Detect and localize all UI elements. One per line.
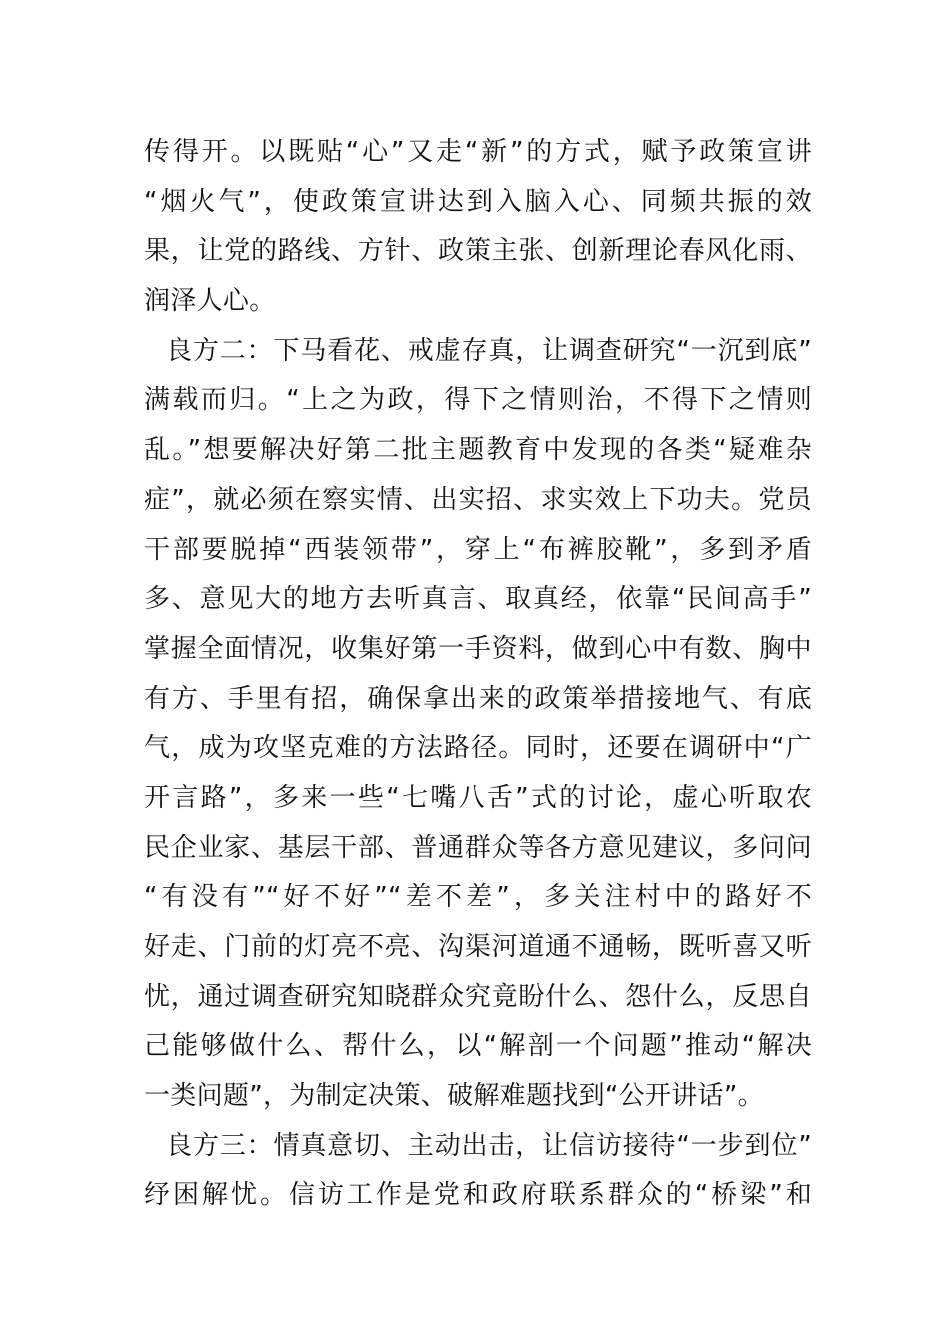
text-line: 己能够做什么、帮什么，以“解剖一个问题”推动“解决: [144, 1031, 812, 1062]
text-line: 民企业家、基层干部、普通群众等各方意见建议，多问问: [144, 832, 812, 863]
text-line: 气，成为攻坚克难的方法路径。同时，还要在调研中“广: [144, 733, 812, 764]
text-line: 掌握全面情况，收集好第一手资料，做到心中有数、胸中: [144, 633, 812, 664]
text-line: 有方、手里有招，确保拿出来的政策举措接地气、有底: [144, 683, 812, 714]
text-line: 症”，就必须在察实情、出实招、求实效上下功夫。党员: [144, 484, 812, 515]
text-line: 满载而归。“上之为政，得下之情则治，不得下之情则: [144, 385, 812, 416]
text-line: 润泽人心。: [144, 286, 276, 317]
text-line: 干部要脱掉“西装领带”，穿上“布裤胶靴”，多到矛盾: [144, 534, 812, 565]
text-line: 多、意见大的地方去听真言、取真经，依靠“民间高手”: [144, 584, 812, 615]
text-line: 好走、门前的灯亮不亮、沟渠河道通不通畅，既听喜又听: [144, 932, 812, 962]
text-line: 开言路”，多来一些“七嘴八舌”式的讨论，虚心听取农: [144, 782, 812, 813]
body-text: [144, 128, 812, 1221]
paragraph-first-line: 良方二：下马看花、戒虚存真，让调查研究“一沉到底”: [166, 335, 812, 366]
text-line: 传得开。以既贴“心”又走“新”的方式，赋予政策宣讲: [144, 137, 812, 167]
text-line: 果，让党的路线、方针、政策主张、创新理论春风化雨、: [144, 236, 812, 267]
paragraph-first-line: 良方三：情真意切、主动出击，让信访接待“一步到位”: [166, 1130, 812, 1161]
text-line: “有没有”“好不好”“差不差”，多关注村中的路好不: [144, 882, 812, 913]
text-line: 忧，通过调查研究知晓群众究竟盼什么、怨什么，反思自: [144, 981, 812, 1012]
text-line: 乱。”想要解决好第二批主题教育中发现的各类“疑难杂: [144, 435, 812, 466]
text-line: 一类问题”，为制定决策、破解难题找到“公开讲话”。: [144, 1081, 764, 1112]
text-line: “烟火气”，使政策宣讲达到入脑入心、同频共振的效: [144, 186, 812, 217]
text-line: 纾困解忧。信访工作是党和政府联系群众的“桥梁”和: [144, 1180, 812, 1211]
